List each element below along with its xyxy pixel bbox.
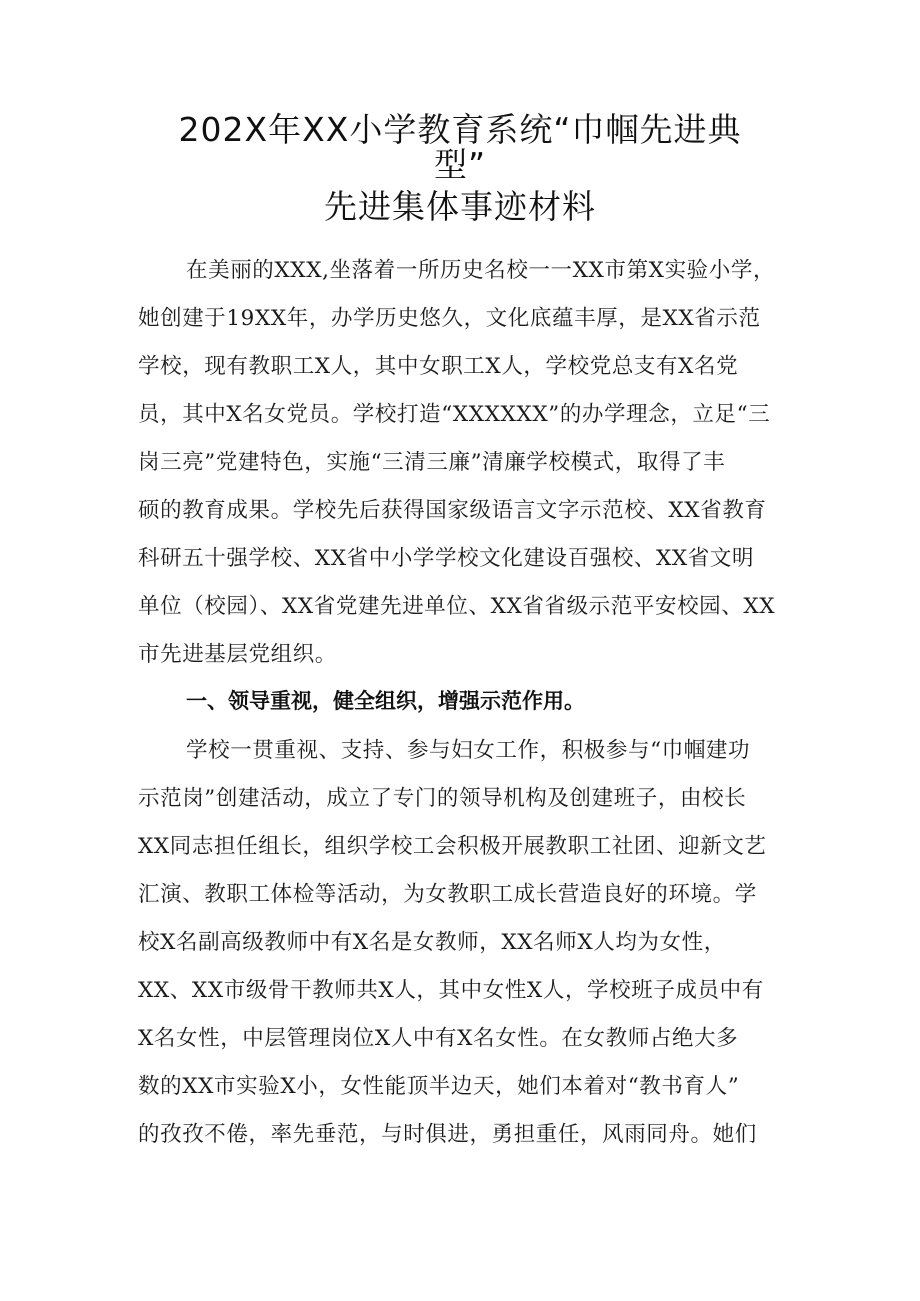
document-title-line-2: 型” <box>433 145 487 184</box>
document-title-line-1: 202X年XX小学教育系统“巾帼先进典 <box>178 110 742 149</box>
paragraph-2-line: 数的XX市实验X小，女性能顶半边天，她们本着对“教书育人” <box>138 1074 740 1099</box>
section-heading-1: 一、领导重视，健全组织，增强示范作用。 <box>186 689 585 713</box>
paragraph-2-line: 学校一贯重视、支持、参与妇女工作，积极参与“巾帼建功 <box>186 738 751 763</box>
paragraph-1-line: 学校，现有教职工X人，其中女职工X人，学校党总支有X名党 <box>138 354 739 379</box>
paragraph-1-line: 员，其中X名女党员。学校打造“XXXXXX”的办学理念，立足“三 <box>138 402 771 427</box>
paragraph-2-line: X名女性，中层管理岗位X人中有X名女性。在女教师占绝大多 <box>138 1026 739 1051</box>
paragraph-2-line: 的孜孜不倦，率先垂范，与时俱进，勇担重任，风雨同舟。她们 <box>138 1122 757 1147</box>
paragraph-2-line: 校X名副高级教师中有X名是女教师，XX名师X人均为女性， <box>138 930 726 955</box>
paragraph-2-line: XX、XX市级骨干教师共X人，其中女性X人，学校班子成员中有 <box>138 978 764 1003</box>
paragraph-1-line: 科研五十强学校、XX省中小学学校文化建设百强校、XX省文明 <box>138 546 755 571</box>
paragraph-1-line: 市先进基层党组织。 <box>138 642 337 667</box>
paragraph-1-line: 单位（校园）、XX省党建先进单位、XX省省级示范平安校园、XX <box>138 594 776 619</box>
document-title-line-3: 先进集体事迹材料 <box>324 187 596 226</box>
paragraph-2-line: 示范岗”创建活动，成立了专门的领导机构及创建班子，由校长 <box>138 786 747 811</box>
paragraph-2-line: XX同志担任组长，组织学校工会积极开展教职工社团、迎新文艺 <box>138 834 767 859</box>
paragraph-2-line: 汇演、教职工体检等活动，为女教职工成长营造良好的环境。学 <box>138 882 757 907</box>
paragraph-1-line: 在美丽的XXX,坐落着一所历史名校一一XX市第X实验小学， <box>186 258 776 283</box>
paragraph-1-line: 她创建于19XX年，办学历史悠久，文化底蕴丰厚，是XX省示范 <box>138 306 761 331</box>
paragraph-1-line: 岗三亮”党建特色，实施“三清三廉”清廉学校模式，取得了丰 <box>138 450 726 475</box>
paragraph-1-line: 硕的教育成果。学校先后获得国家级语言文字示范校、XX省教育 <box>138 498 767 523</box>
